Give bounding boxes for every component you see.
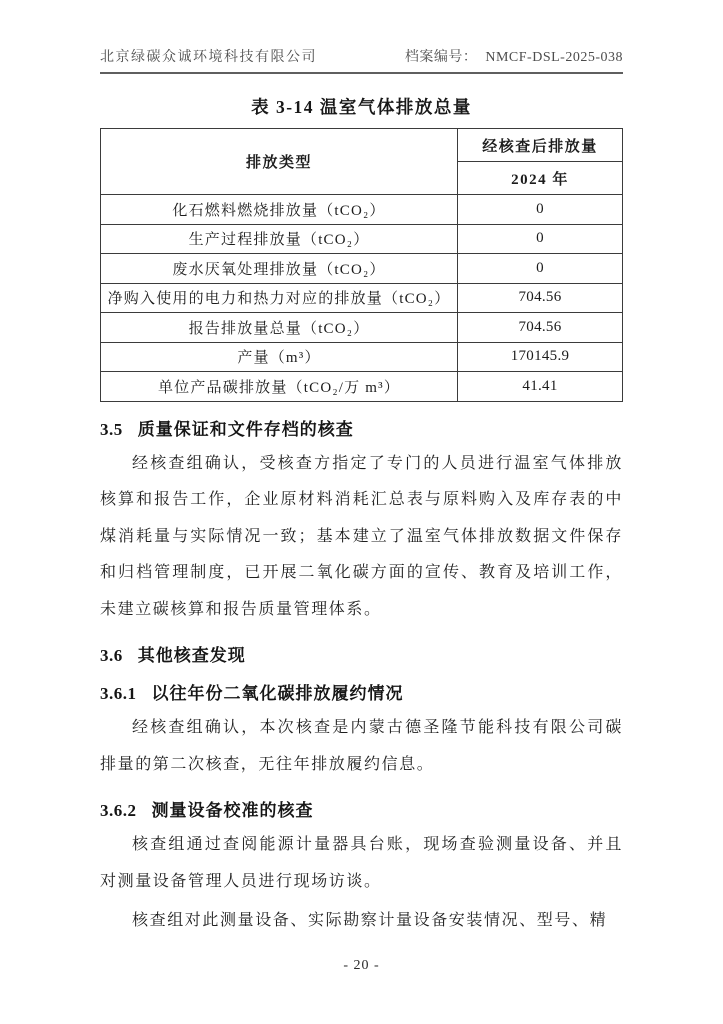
table-row: [101, 224, 623, 254]
row-value: 0: [458, 254, 623, 284]
page-header: [100, 46, 623, 74]
row-value: 170145.9: [458, 342, 623, 372]
row-value: 0: [458, 224, 623, 254]
company-name: 北京绿碳众诚环境科技有限公司: [100, 50, 317, 65]
row-label: 产量（m³）: [101, 342, 458, 372]
section-title: 测量设备校准的核查: [151, 801, 314, 820]
section-title: 以往年份二氧化碳排放履约情况: [151, 684, 404, 703]
column-header-verified-emissions: 经核查后排放量: [458, 129, 623, 162]
row-value: 704.56: [458, 313, 623, 343]
section-3-6-1-paragraph: 经核查组确认，本次核查是内蒙古德圣隆节能科技有限公司碳排量的第二次核查，无往年排放履约信息。: [100, 719, 623, 773]
section-heading-3-5: [100, 415, 623, 440]
archive-number: NMCF-DSL-2025-038: [485, 50, 623, 65]
section-number: 3.6.2: [100, 801, 137, 820]
section-heading-3-6: [100, 641, 623, 666]
section-3-5-paragraph: 经核查组确认，受核查方指定了专门的人员进行温室气体排放核算和报告工作，企业原材料消耗汇总表与原料购入及库存表的中煤消耗量与实际情况一致；基本建立了温室气体排放数据文件保存和归档管理制度，已开展二氧化碳方面的宣传、教育及培训工作，未建立碳核算和报告质量管理体系。: [100, 454, 623, 618]
section-number: 3.5: [100, 419, 123, 439]
section-number: 3.6: [100, 646, 123, 665]
table-row: [101, 313, 623, 343]
section-title: 其他核查发现: [137, 646, 246, 665]
row-value: 0: [458, 195, 623, 225]
row-label: 化石燃料燃烧排放量（tCO₂）: [101, 195, 458, 225]
table-row: [101, 254, 623, 284]
table-header-row-1: [101, 129, 623, 162]
column-header-year: 2024 年: [458, 162, 623, 195]
section-number: 3.6.1: [100, 684, 137, 703]
archive-label: 档案编号：: [404, 50, 478, 65]
row-label: 净购入使用的电力和热力对应的排放量（tCO₂）: [101, 283, 458, 313]
row-label: 废水厌氧处理排放量（tCO₂）: [101, 254, 458, 284]
table-row: [101, 342, 623, 372]
section-title: 质量保证和文件存档的核查: [137, 419, 354, 439]
row-label: 生产过程排放量（tCO₂）: [101, 224, 458, 254]
emissions-table: [100, 128, 623, 402]
section-3-6-2-paragraph-2: 核查组对此测量设备、实际勘察计量设备安装情况、型号、精: [132, 912, 608, 929]
table-title: 表 3-14 温室气体排放总量: [251, 97, 472, 117]
table-row: [101, 283, 623, 313]
table-row: [101, 195, 623, 225]
row-label: 单位产品碳排放量（tCO₂/万 m³）: [101, 372, 458, 402]
table-row: [101, 372, 623, 402]
section-3-6-2-paragraph-1: 核查组通过查阅能源计量器具台账，现场查验测量设备、并且对测量设备管理人员进行现场访谈。: [100, 836, 623, 890]
section-heading-3-6-1: [100, 679, 623, 704]
row-value: 704.56: [458, 283, 623, 313]
row-label: 报告排放量总量（tCO₂）: [101, 313, 458, 343]
row-value: 41.41: [458, 372, 623, 402]
archive-number-group: [405, 46, 623, 66]
page-number: - 20 -: [343, 958, 380, 973]
column-header-emission-type: 排放类型: [101, 129, 458, 195]
section-heading-3-6-2: [100, 796, 623, 821]
